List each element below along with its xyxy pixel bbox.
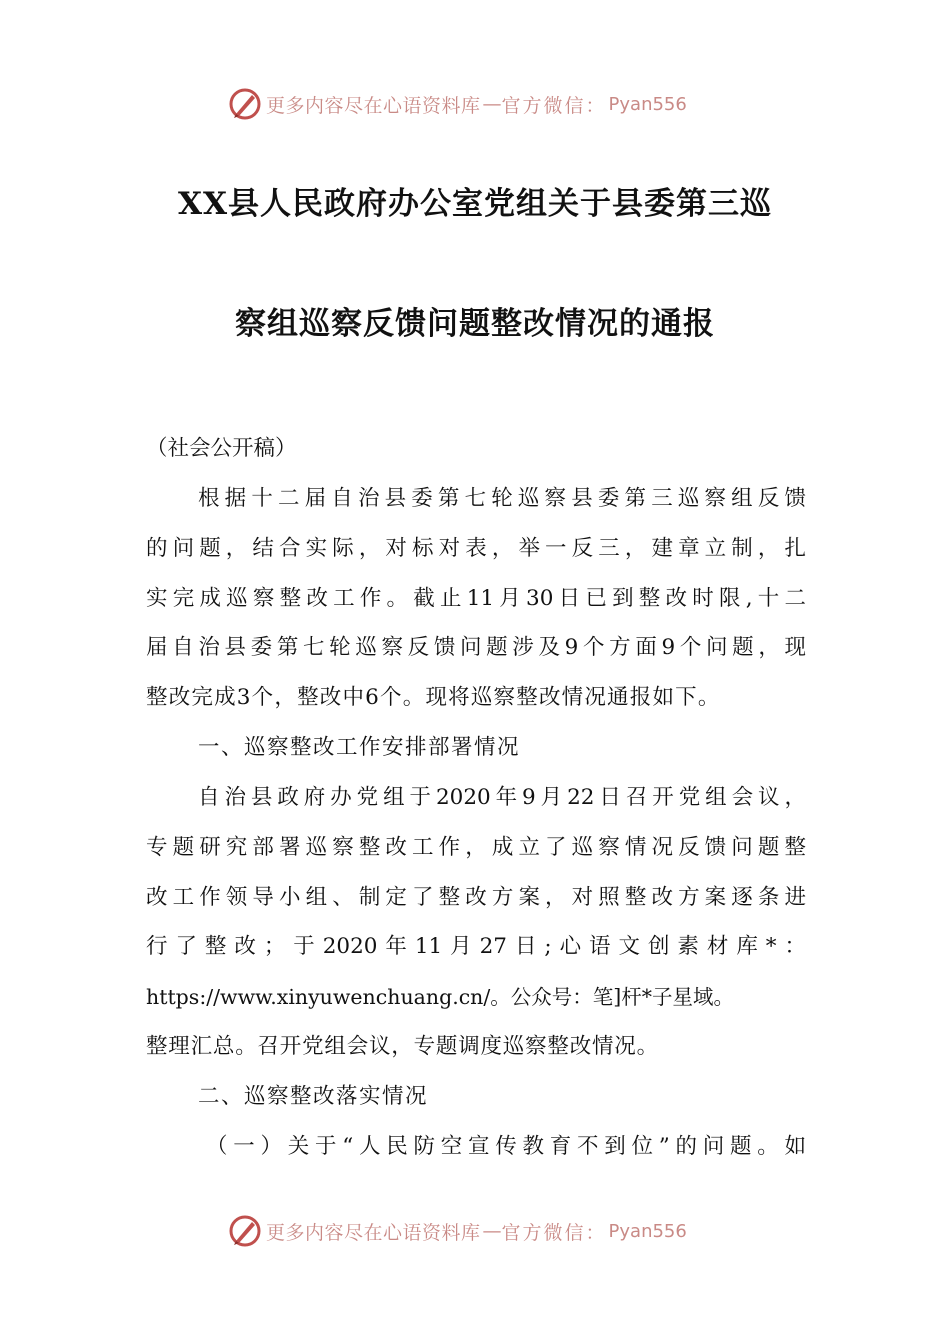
section-heading-2: 二、巡察整改落实情况 [198,1084,429,1109]
body-line-url: https://www.xinyuwenchuang.cn/。公众号：笔]杆*子星域。 [146,985,735,1009]
body-line: 行了整改；于2020年11月27日;心语文创素材库*： [146,934,806,959]
body-line: （一）关于“人民防空宣传教育不到位”的问题。如 [206,1134,806,1159]
body-line: 届自治县委第七轮巡察反馈问题涉及9个方面9个问题，现 [146,635,806,660]
quill-pen-logo-icon [228,1214,262,1248]
body-line: 整理汇总。召开党组会议，专题调度巡察整改情况。 [146,1034,659,1059]
body-line: 整改完成3个，整改中6个。现将巡察整改情况通报如下。 [146,685,721,710]
body-line: 改工作领导小组、制定了整改方案，对照整改方案逐条进 [146,885,806,910]
section-heading-1: 一、巡察整改工作安排部署情况 [198,735,521,760]
watermark-dash: — [482,93,500,115]
body-line: 专题研究部署巡察整改工作，成立了巡察情况反馈问题整 [146,835,806,860]
document-title-line-1: XX县人民政府办公室党组关于县委第三巡 [177,186,773,222]
watermark-wechat-id: Pyan556 [608,93,687,115]
watermark-text: 更多内容尽在心语资料库 [266,1221,481,1244]
body-line: 自治县政府办党组于2020年9月22日召开党组会议， [198,785,806,810]
body-line: 根据十二届自治县委第七轮巡察县委第三巡察组反馈 [198,486,806,511]
watermark-official-label: 官方微信： [501,94,607,117]
watermark-dash: — [482,1220,500,1242]
watermark-official-label: 官方微信： [501,1221,607,1244]
document-title-line-2: 察组巡察反馈问题整改情况的通报 [235,306,715,342]
quill-pen-logo-icon [228,87,262,121]
watermark-header [228,86,687,122]
body-line: 的问题，结合实际，对标对表，举一反三，建章立制，扎 [146,536,806,561]
body-line-subtitle: （社会公开稿） [146,436,297,461]
watermark-wechat-id: Pyan556 [608,1220,687,1242]
body-line: 实完成巡察整改工作。截止11月30日已到整改时限,十二 [146,586,806,611]
watermark-text: 更多内容尽在心语资料库 [266,94,481,117]
watermark-footer [228,1213,687,1249]
